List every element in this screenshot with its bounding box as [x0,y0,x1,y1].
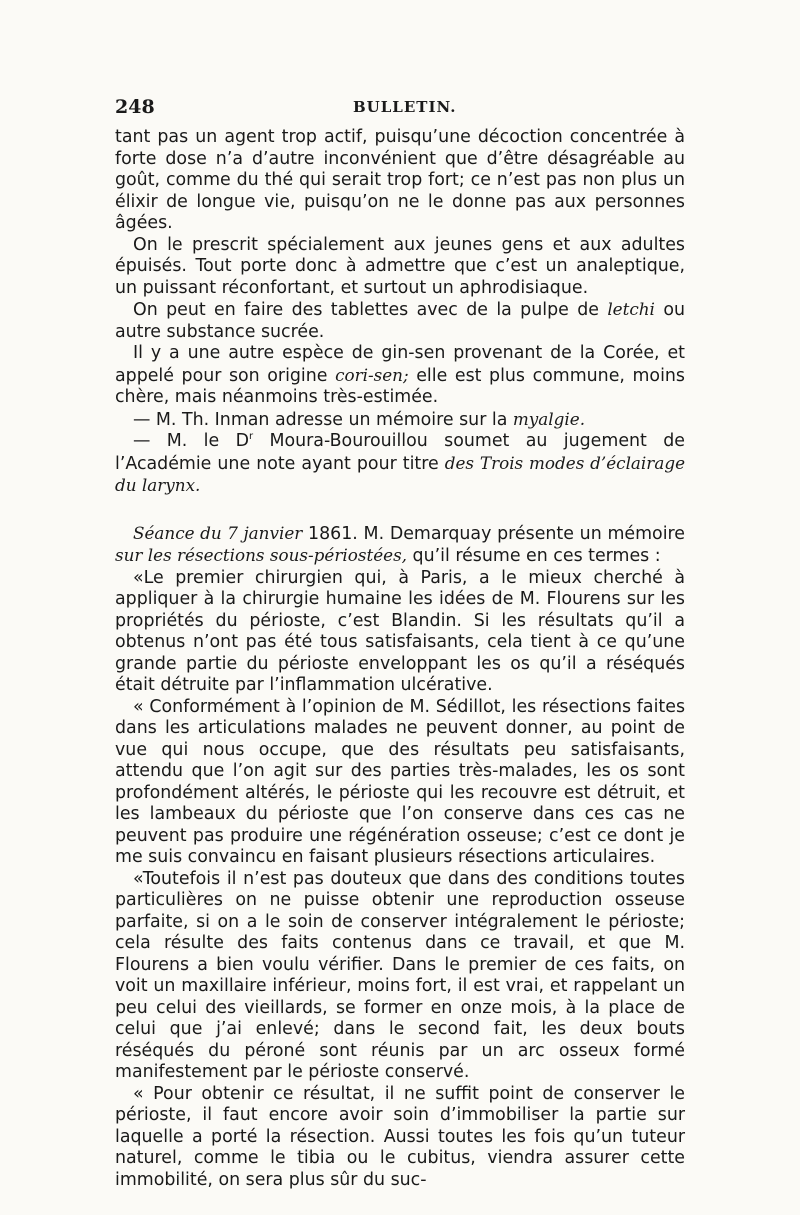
paragraph-cori-sen-text-b: elle est plus commune, moins chère, mais néanmoins très-estimée. [115,365,685,407]
paragraph-cori-sen [115,343,685,409]
paragraph-sedillot: « Conformément à l’opinion de M. Sédillot, les résections faites dans les articulations malades ne peuvent donner, au point de vue qui nous occupe, que des résultats peu satisfaisants, attendu que l’on agit sur des parties très-malades, les os sont profondément altérés, le périoste qui les recouvre est détruit, et les lambeaux du périoste que l’on conserve dans ces cas ne peuvent pas produire une régénération osseuse; c’est ce dont je me suis convaincu en faisant plusieurs résections articulaires. [115,696,685,867]
paragraph-tablets-text-a: On peut en faire des tablettes avec de la pulpe de [133,300,608,320]
italic-resections-title: sur les résections sous-périostées, [115,545,408,565]
italic-cori-sen: cori-sen; [335,364,409,385]
paragraph-moura-text-b: Moura-Bourouillou soumet au jugement de l’Académie une note ayant pour titre [115,431,685,474]
italic-myalgie: myalgie. [512,408,586,429]
paragraph-moura-bourouillou [115,431,685,498]
body-text [115,127,685,1191]
page-header [115,96,685,124]
paragraph-decoction: tant pas un agent trop actif, puisqu’une décoction concentrée à forte dose n’a d’autre inconvénient que d’être désagréable au goût, comme du thé qui serait trop fort; ce n’est pas non plus un élixir de longue vie, puisqu’on ne le donne pas aux personnes âgées. [115,127,685,233]
paragraph-toutefois: «Toutefois il n’est pas douteux que dans des conditions toutes particulières on ne puisse obtenir une reproduction osseuse parfaite, si on a le soin de conserver intégralement le périoste; cela résulte des faits contenus dans ce travail, et que M. Flourens a bien voulu vérifier. Dans le premier de ces faits, on voit un maxillaire inférieur, moins fort, il est vrai, et rappelant un peu celui des vieillards, se former en onze mois, à la place de celui que j’ai enlevé; dans le second fait, les deux bouts réséqués du péroné sont réunis par un arc osseux formé manifestement par le périoste conservé. [115,868,685,1082]
paragraph-pour-obtenir: « Pour obtenir ce résultat, il ne suffit point de conserver le périoste, il faut encore avoir soin d’immobiliser la partie sur laquelle a porté la résection. Aussi toutes les fois qu’un tuteur naturel, comme le tibia ou le cubitus, viendra assurer cette immobilité, on sera plus sûr du suc- [115,1083,685,1190]
paragraph-prescription: On le prescrit spécialement aux jeunes gens et aux adultes épuisés. Tout porte donc à admettre que c’est un analeptique, un puissant réconfortant, et surtout un aphrodisiaque. [115,234,685,298]
paragraph-tablets [115,299,685,343]
italic-seance-date: Séance du 7 janvier [133,522,303,543]
paragraph-tablets-text-b: ou autre substance sucrée. [115,300,685,342]
page-number: 248 [115,96,155,118]
italic-larynx-title: des Trois modes d’éclairage du larynx. [115,452,686,495]
paragraph-cori-sen-text-a: Il y a une autre espèce de gin-sen provenant de la Corée, et appelé pour son origine [115,343,685,386]
paragraph-moura-text-a: — M. le D [133,431,249,451]
italic-letchi: letchi [607,299,655,319]
superscript-r: r [248,431,254,443]
running-head: BULLETIN. [353,98,457,116]
paragraph-inman-text: — M. Th. Inman adresse un mémoire sur la [133,409,513,430]
paragraph-seance [115,523,685,568]
paragraph-seance-text-a: 1861. M. Demarquay présente un mémoire [302,523,685,544]
section-gap [115,498,685,523]
paragraph-blandin: «Le premier chirurgien qui, à Paris, a le mieux cherché à appliquer à la chirurgie humaine les idées de M. Flourens sur les propriétés du périoste, c’est Blandin. Si les résultats qu’il a obtenus n’ont pas été tous satisfaisants, cela tient à ce qu’une grande partie du périoste enveloppant les os qu’il a réséqués était détruite par l’inflammation ulcérative. [115,567,685,695]
paragraph-inman [115,409,685,432]
paragraph-seance-text-b: qu’il résume en ces termes : [407,546,661,566]
